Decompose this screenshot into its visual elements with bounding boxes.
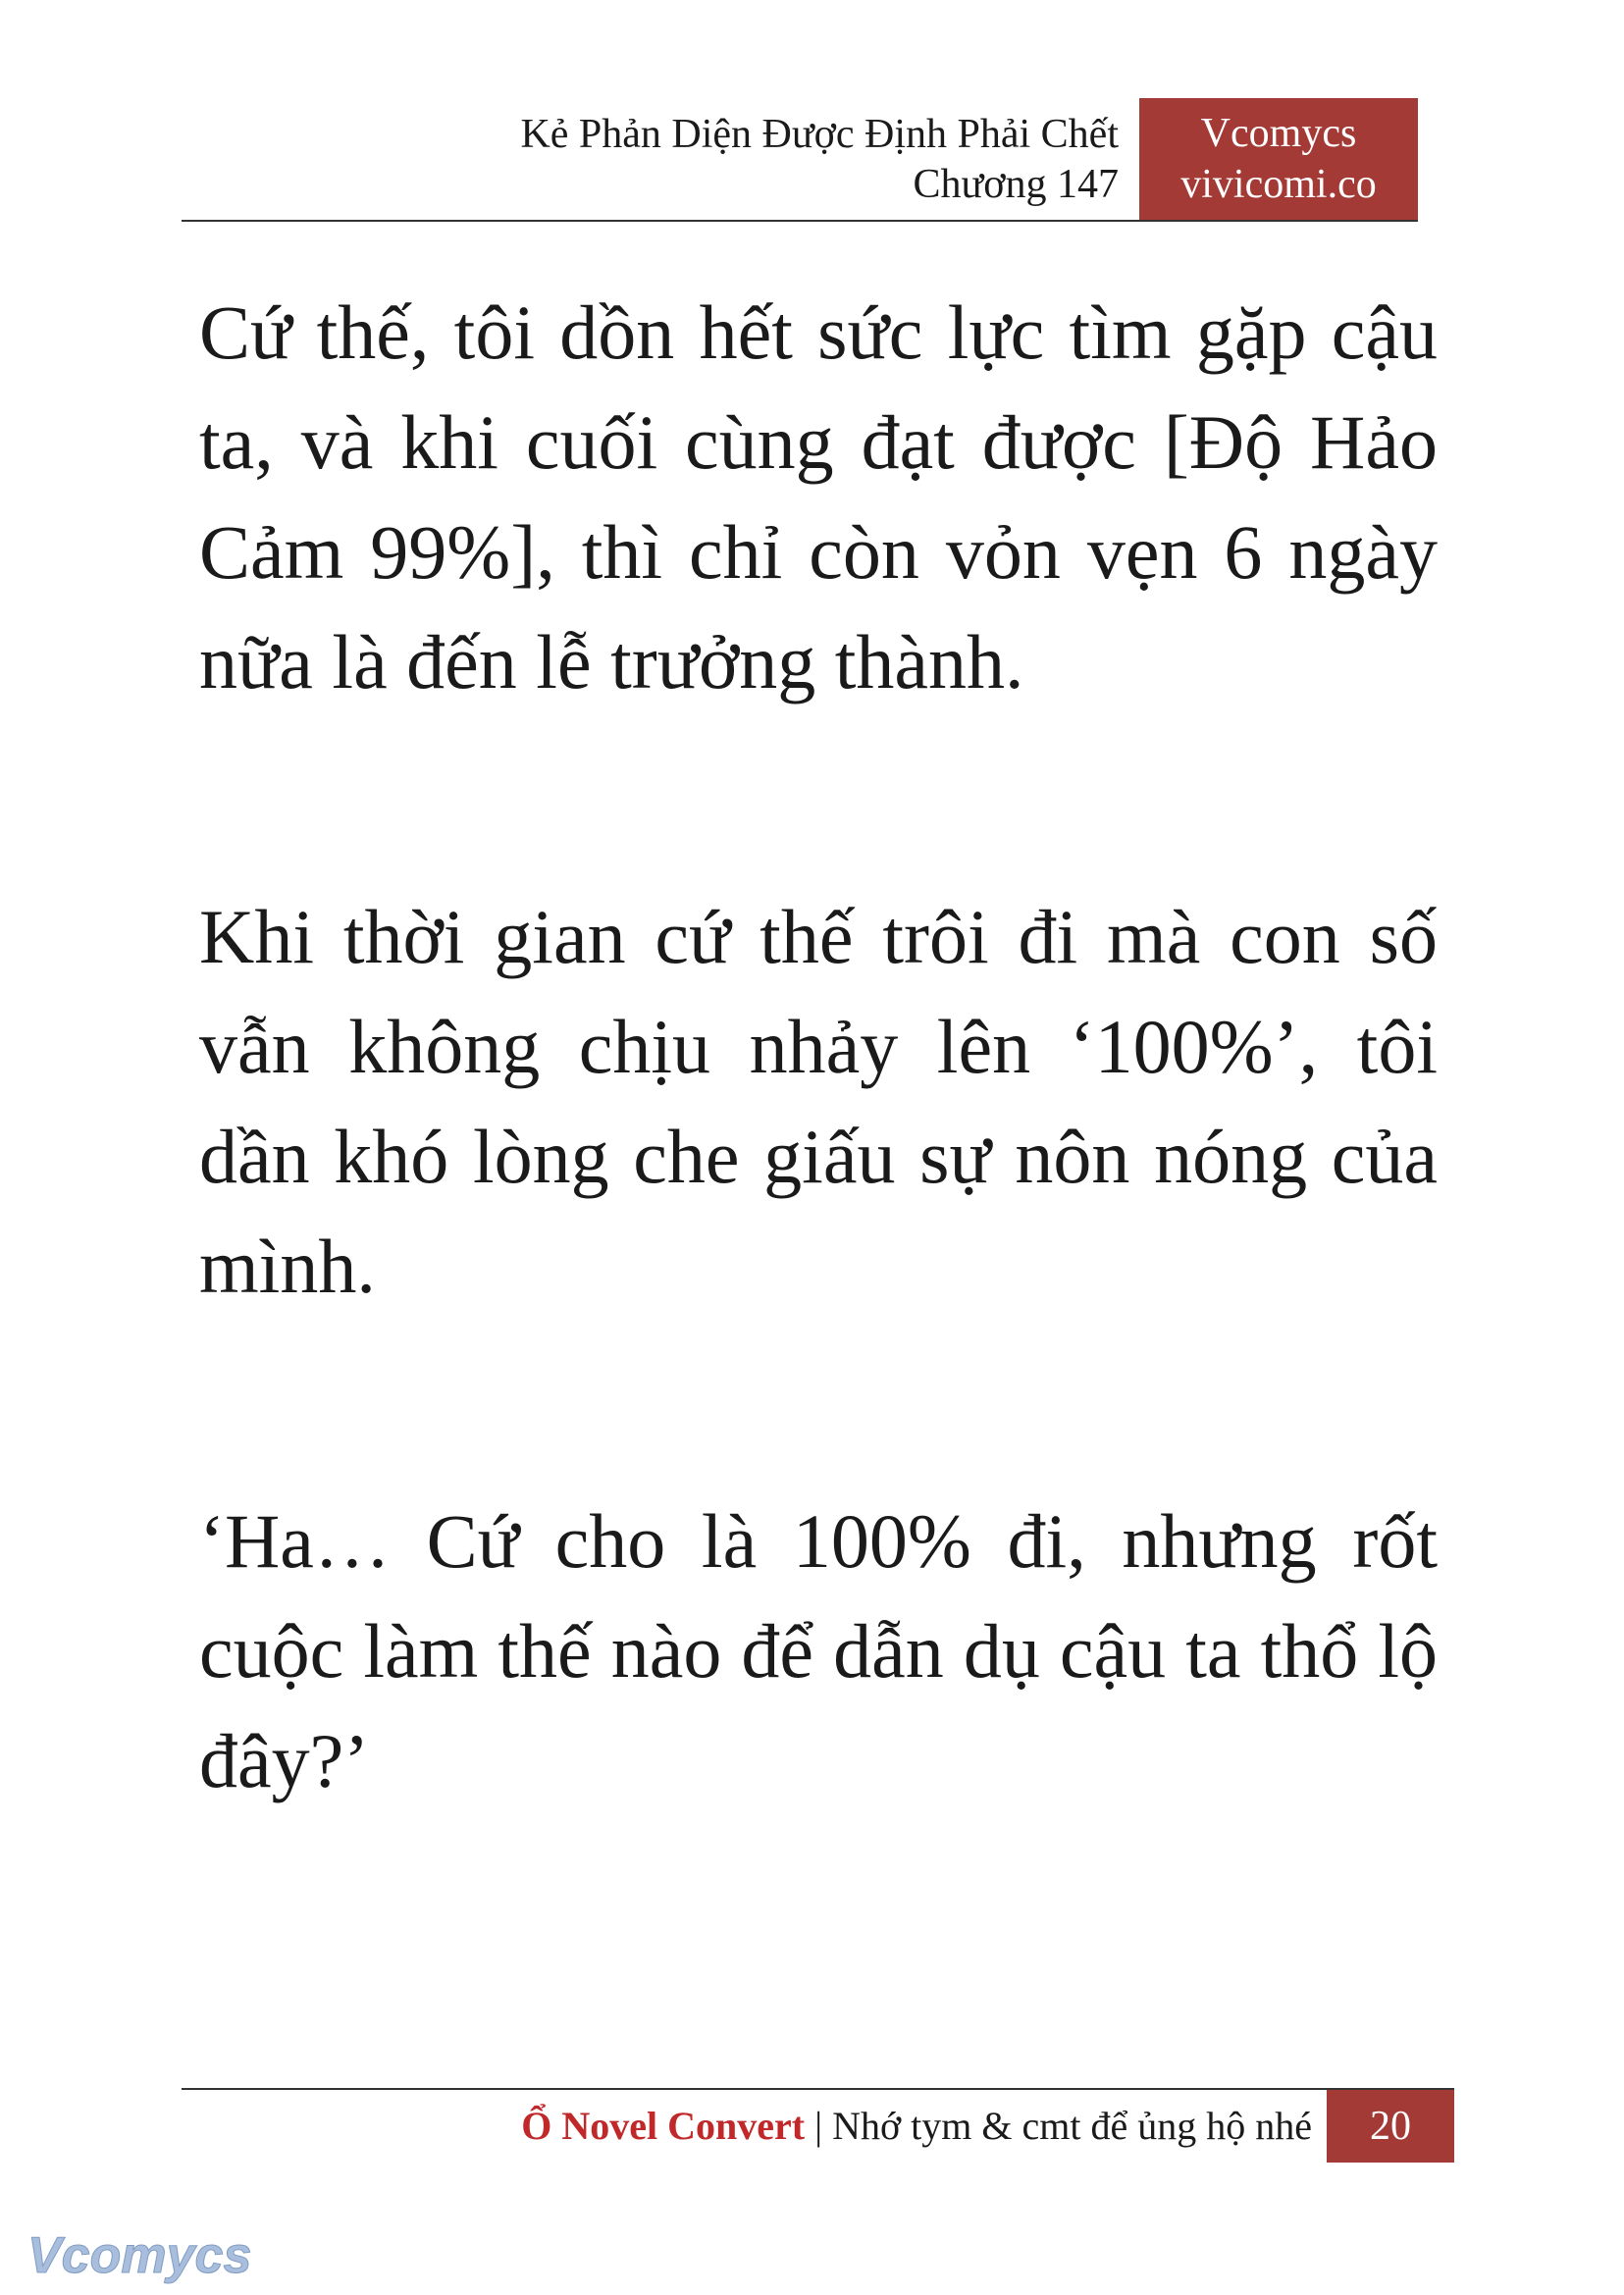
watermark-logo (26, 2225, 251, 2286)
footer-brand: Ổ Novel Convert (521, 2104, 806, 2148)
paragraph: Cứ thế, tôi dồn hết sức lực tìm gặp cậu ta, và khi cuối cùng đạt được [Độ Hảo Cảm 99%], thì chỉ còn vỏn vẹn 6 ngày nữa là đến lễ trưởng thành. (199, 289, 1438, 704)
page-footer (182, 2088, 1454, 2163)
brand-site: vivicomi.co (1180, 162, 1377, 207)
chapter-content (199, 278, 1438, 1981)
chapter-label: Chương 147 (913, 162, 1119, 207)
footer-message: Nhớ tym & cmt để ủng hộ nhé (832, 2104, 1312, 2148)
header-text (520, 110, 1119, 210)
page-header (182, 98, 1418, 222)
book-title: Kẻ Phản Diện Được Định Phải Chết (520, 112, 1119, 157)
paragraph: ‘Ha… Cứ cho là 100% đi, nhưng rốt cuộc làm thế nào để dẫn dụ cậu ta thổ lộ đây?’ (199, 1498, 1438, 1803)
paragraph: Khi thời gian cứ thế trôi đi mà con số vẫn không chịu nhảy lên ‘100%’, tôi dần khó lòng che giấu sự nôn nóng của mình. (199, 894, 1438, 1309)
page-number: 20 (1327, 2090, 1454, 2163)
footer-separator: | (814, 2104, 823, 2148)
brand-name: Vcomycs (1200, 111, 1357, 156)
brand-box (1139, 98, 1418, 220)
watermark-text: Vcomycs (27, 2227, 251, 2284)
footer-text (521, 2102, 1312, 2151)
